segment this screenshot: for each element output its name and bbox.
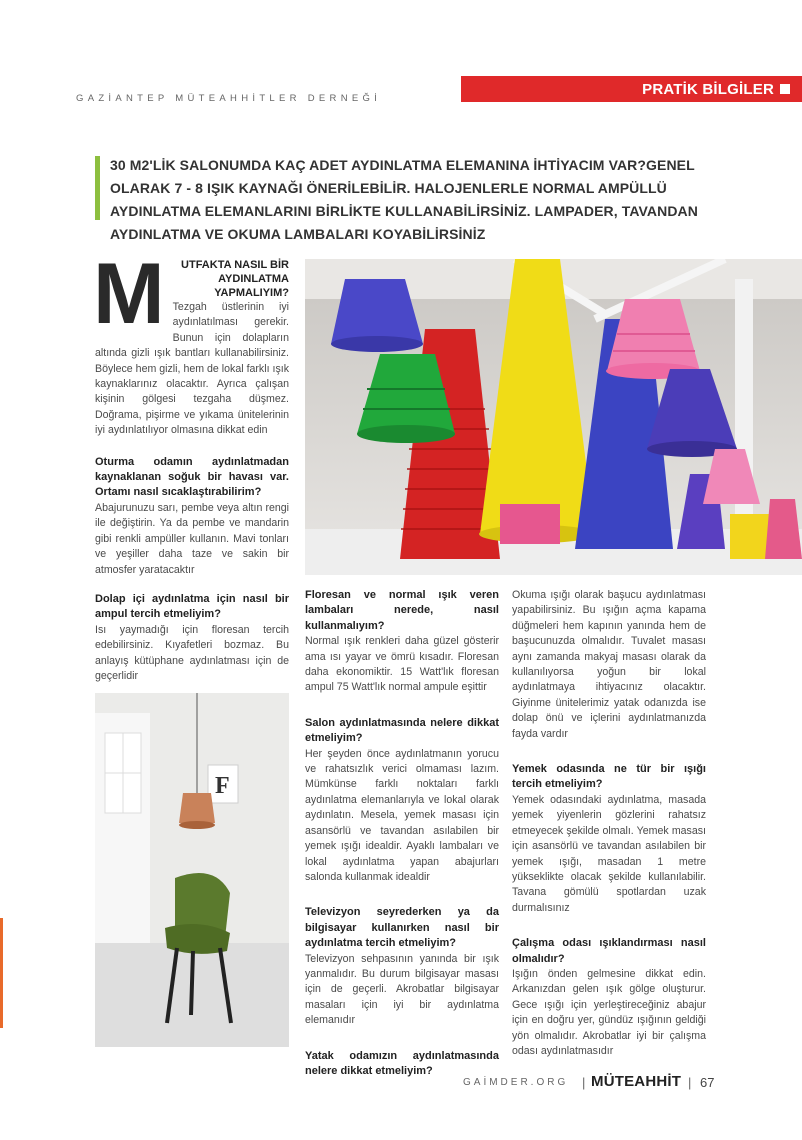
answer-text: Televizyon sehpasının yanında bir ışık yanmalıdır. Bu durum bilgisayar masası için de geçerli. Akrobatlar bilgisayar masaları için iyi bir aydınlatma elemanıdır — [305, 952, 499, 1027]
footer-brand: MÜTEAHHİT — [591, 1073, 682, 1090]
page-number: 67 — [700, 1075, 715, 1090]
column-1 — [93, 246, 289, 684]
dropcap-letter: M — [93, 246, 165, 342]
section-tag — [461, 76, 802, 102]
answer-text: Normal ışık renkleri daha güzel gösterir ama ısı yayar ve ömrü kısadır. Floresan daha ekonomiktir. 15 Watt'lık floresan ampul 75 Watt'lık normal ampule eşittir — [305, 635, 499, 694]
answer-text: Isı yaymadığı için floresan tercih edebilirsiniz. Kıyafetleri bozmaz. Bu anlayış kütüphane aydınlatması için de geçerlidir — [95, 623, 289, 682]
question-heading: Floresan ve normal ışık veren lambaları nerede, nasıl kullanmalıyım? — [305, 589, 499, 632]
question-heading: Yemek odasında ne tür bir ışığı tercih etmeliyim? — [512, 763, 706, 791]
answer-text: Her şeyden önce aydınlatmanın yorucu ve rahatsızlık verici olmaması lazım. Mümkünse farklı noktaları farklı aydınlatma elemanlarıyla ve lokal olarak aydınlatın. Mesela, yemek masası için asansörlü ve tavandan asılabilen bir yemek ışığı idealdir. Ayaklı lambaları ve lokal aydınlatma yapan abajurları salonda kullanmak idealdir — [305, 747, 499, 883]
column-3 — [512, 588, 706, 1059]
answer-text: Işığın önden gelmesine dikkat edin. Arkanızdan gelen ışık gölge oluşturur. Gece ışığı için yerleştireceğiniz abajur için en doğru yer, gündüz ışığının geldiği yön olmalıdır. Akrobatlar iyi bir çalışma odası aydınlatmasıdır — [512, 967, 706, 1057]
lead-block — [93, 246, 289, 439]
poster-letter: F — [215, 773, 230, 799]
column-2 — [305, 588, 499, 1079]
intro-accent-bar — [95, 156, 100, 220]
lead-heading: UTFAKTA NASIL BİR AYDINLATMA YAPMALIYIM? — [181, 259, 289, 299]
question-heading: Salon aydınlatmasında nelere dikkat etmeliyim? — [305, 716, 499, 745]
question-heading: Yatak odamızın aydınlatmasında nelere dikkat etmeliyim? — [305, 1049, 499, 1077]
colorful-lamps-photo — [305, 259, 802, 575]
question-heading: Çalışma odası ışıklandırması nasıl olmalıdır? — [512, 937, 706, 965]
page-edge-mark — [0, 918, 3, 1028]
intro-paragraph: 30 M2'LİK SALONUMDA KAÇ ADET AYDINLATMA ELEMANINA İHTİYACIM VAR?GENEL OLARAK 7 - 8 IŞIK KAYNAĞI ÖNERİLEBİLİR. HALOJENLERLE NORMAL AMPÜLLÜ AYDINLATMA ELEMANLARINI BİRLİKTE KULLANABİLİRSİNİZ. LAMPADER, TAVANDAN AYDINLATMA VE OKUMA LAMBALARI KOYABİLİRSİNİZ — [110, 157, 698, 242]
lead-body: Tezgah üstlerinin iyi aydınlatılması gerekir. Bunun için dolapların altında gizli ışık bantları kullanabilirsiniz. Böylece hem gizli, hem de lokal farklı ışık kaynaklarınız olacaktır. Ayrıca çalışan kişinin gölgesi tezgaha düşmez. Doğrama, pişirme ve yıkama ünitelerinin iyi aydınlatılıyor olmasına dikkat edin — [95, 301, 289, 437]
footer-separator: | — [582, 1075, 586, 1090]
answer-text: Okuma ışığı olarak başucu aydınlatması yapabilirsiniz. Bu ışığın açma kapama düğmeleri hem kapının yanında hem de başucunuzda olmalıdır. Tuvalet masası aynı zamanda makyaj masası olarak da kullanılıyorsa yoğun bir lokal aydınlatmaya ihtiyacınız olacaktır. Giyinme ünitelerimiz yatak odanızda ise dolap önü ve içlerini aydınlatmanızda fayda vardır — [512, 589, 706, 740]
lamps-illustration — [305, 259, 802, 575]
section-title: PRATİK BİLGİLER — [642, 81, 774, 98]
answer-text: Yemek odasındaki aydınlatma, masada yemek yiyenlerin gözlerini rahatsız etmeyecek şekilde olmalı. Yemek masası için asansörlü ve tavandan asılabilen bir yemek ışığı, masadan 1 metre yükseklikte olacak şekilde kullanılabilir. Tavana gömülü spotlardan uzak durmalısınız — [512, 793, 706, 914]
question-heading: Dolap içi aydınlatma için nasıl bir ampul tercih etmeliyim? — [95, 592, 289, 621]
chair-interior-photo — [95, 693, 289, 1047]
magazine-org-name: GAZİANTEP MÜTEAHHİTLER DERNEĞİ — [76, 93, 382, 104]
question-heading: Oturma odamın aydınlatmadan kaynaklanan soğuk bir havası var. Ortamı nasıl sıcaklaştırabilirim? — [95, 455, 289, 499]
chair-illustration — [95, 693, 289, 1047]
square-icon — [780, 84, 790, 94]
footer-site: GAİMDER.ORG — [463, 1077, 569, 1088]
footer-separator: | — [688, 1075, 692, 1090]
question-heading: Televizyon seyrederken ya da bilgisayar kullanırken nasıl bir aydınlatma tercih etmeliyim? — [305, 906, 499, 950]
answer-text: Abajurunuzu sarı, pembe veya altın rengi ile değiştirin. Ya da pembe ve mandarin gibi renkli ampüller kullanın. Mavi tonları ve yeşiller daha taze ve sakin bir atmosfer yaratacaktır — [95, 501, 289, 576]
